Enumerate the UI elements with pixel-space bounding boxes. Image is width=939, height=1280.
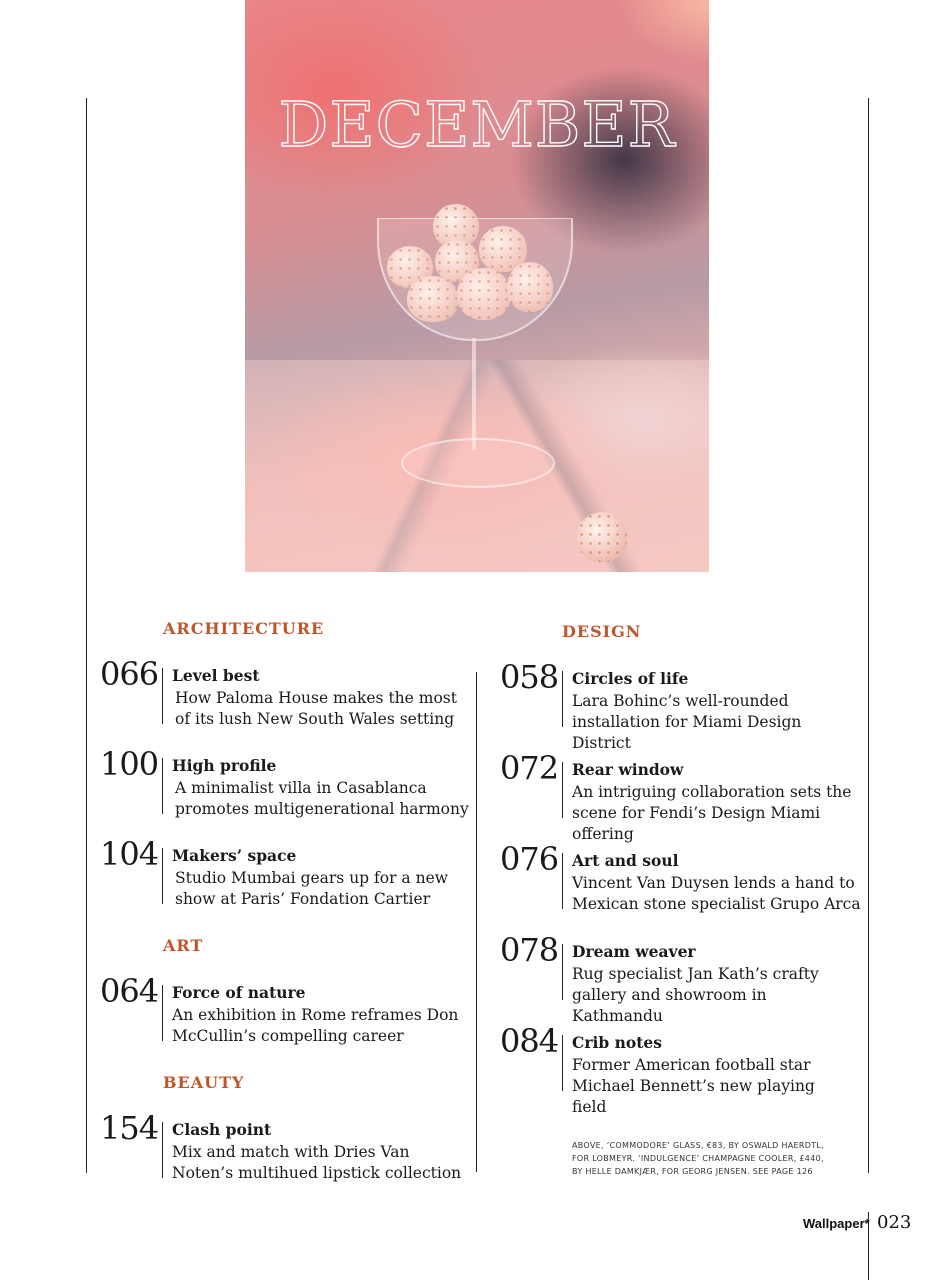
section-heading-beauty: BEAUTY bbox=[163, 1073, 245, 1092]
entry-headline: Level best bbox=[172, 666, 260, 685]
entry-rule bbox=[562, 944, 563, 1000]
toc-entry[interactable] bbox=[500, 658, 860, 752]
entry-headline: Art and soul bbox=[572, 851, 679, 870]
entry-description: Rug specialist Jan Kath’s crafty gallery and showroom in Kathmandu bbox=[572, 965, 819, 1025]
hero-photo bbox=[245, 0, 709, 572]
entry-rule bbox=[162, 848, 163, 904]
right-margin-rule bbox=[868, 98, 869, 1173]
page-number: 104 bbox=[100, 835, 159, 873]
toc-entry[interactable] bbox=[100, 835, 460, 918]
loose-strawberry bbox=[577, 512, 627, 562]
entry-description: How Paloma House makes the most of its lush New South Wales setting bbox=[175, 689, 457, 728]
coupe-glass-bowl bbox=[377, 218, 573, 341]
column-divider-rule bbox=[476, 672, 477, 1172]
entry-rule bbox=[562, 853, 563, 909]
coupe-glass-stem bbox=[472, 338, 476, 450]
toc-entry[interactable] bbox=[500, 931, 860, 1025]
entry-headline: Crib notes bbox=[572, 1033, 662, 1052]
entry-description: Vincent Van Duysen lends a hand to Mexican stone specialist Grupo Arca bbox=[572, 874, 861, 913]
folio-page-number: 023 bbox=[877, 1212, 912, 1233]
toc-entry[interactable] bbox=[100, 655, 460, 738]
page-number: 058 bbox=[500, 658, 559, 696]
entry-headline: High profile bbox=[172, 756, 277, 775]
entry-rule bbox=[162, 668, 163, 724]
photo-caption: ABOVE, ‘COMMODORE’ GLASS, €83, BY OSWALD HAERDTL, FOR LOBMEYR. ‘INDULGENCE’ CHAMPAGNE COOLER, £440, BY HELLE DAMKJÆR, FOR GEORG JENSEN. SEE PAGE 126 bbox=[572, 1141, 824, 1176]
entry-description: Mix and match with Dries Van Noten’s multihued lipstick collection bbox=[172, 1143, 462, 1182]
page-number: 100 bbox=[100, 745, 159, 783]
entry-rule bbox=[162, 985, 163, 1041]
entry-headline: Clash point bbox=[172, 1120, 272, 1139]
page-number: 076 bbox=[500, 840, 559, 878]
toc-entry[interactable] bbox=[100, 745, 469, 828]
toc-entry[interactable] bbox=[100, 1109, 462, 1192]
entry-rule bbox=[562, 762, 563, 818]
entry-description: Former American football star Michael Bennett’s new playing field bbox=[572, 1056, 815, 1116]
entry-description: A minimalist villa in Casablanca promotes multigenerational harmony bbox=[175, 779, 469, 818]
month-title: DECEMBER bbox=[278, 88, 676, 161]
entry-rule bbox=[162, 1122, 163, 1178]
toc-entry[interactable] bbox=[500, 840, 861, 923]
entry-rule bbox=[562, 671, 563, 727]
toc-entry[interactable] bbox=[500, 1022, 860, 1116]
entry-headline: Makers’ space bbox=[172, 846, 297, 865]
entry-description: An exhibition in Rome reframes Don McCullin’s compelling career bbox=[172, 1006, 459, 1045]
entry-description: Lara Bohinc’s well-rounded installation for Miami Design District bbox=[572, 692, 802, 752]
entry-description: Studio Mumbai gears up for a new show at Paris’ Fondation Cartier bbox=[175, 869, 449, 908]
page-number: 072 bbox=[500, 749, 559, 787]
entry-headline: Circles of life bbox=[572, 669, 689, 688]
entry-headline: Dream weaver bbox=[572, 942, 696, 961]
page-number: 064 bbox=[100, 972, 159, 1010]
section-heading-design: DESIGN bbox=[562, 622, 642, 641]
left-margin-rule bbox=[86, 98, 87, 1173]
toc-entry[interactable] bbox=[500, 749, 860, 843]
section-heading-art: ART bbox=[163, 936, 204, 955]
entry-description: An intriguing collaboration sets the scene for Fendi’s Design Miami offering bbox=[572, 783, 852, 843]
coupe-glass-foot bbox=[401, 438, 555, 488]
entry-rule bbox=[562, 1035, 563, 1091]
entry-headline: Force of nature bbox=[172, 983, 306, 1002]
page-number: 154 bbox=[100, 1109, 159, 1147]
section-heading-architecture: ARCHITECTURE bbox=[163, 619, 325, 638]
entry-headline: Rear window bbox=[572, 760, 684, 779]
magazine-brand: Wallpaper* bbox=[803, 1216, 870, 1231]
toc-entry[interactable] bbox=[100, 972, 460, 1055]
page-number: 078 bbox=[500, 931, 559, 969]
entry-rule bbox=[162, 758, 163, 814]
page-number: 066 bbox=[100, 655, 159, 693]
page-number: 084 bbox=[500, 1022, 559, 1060]
